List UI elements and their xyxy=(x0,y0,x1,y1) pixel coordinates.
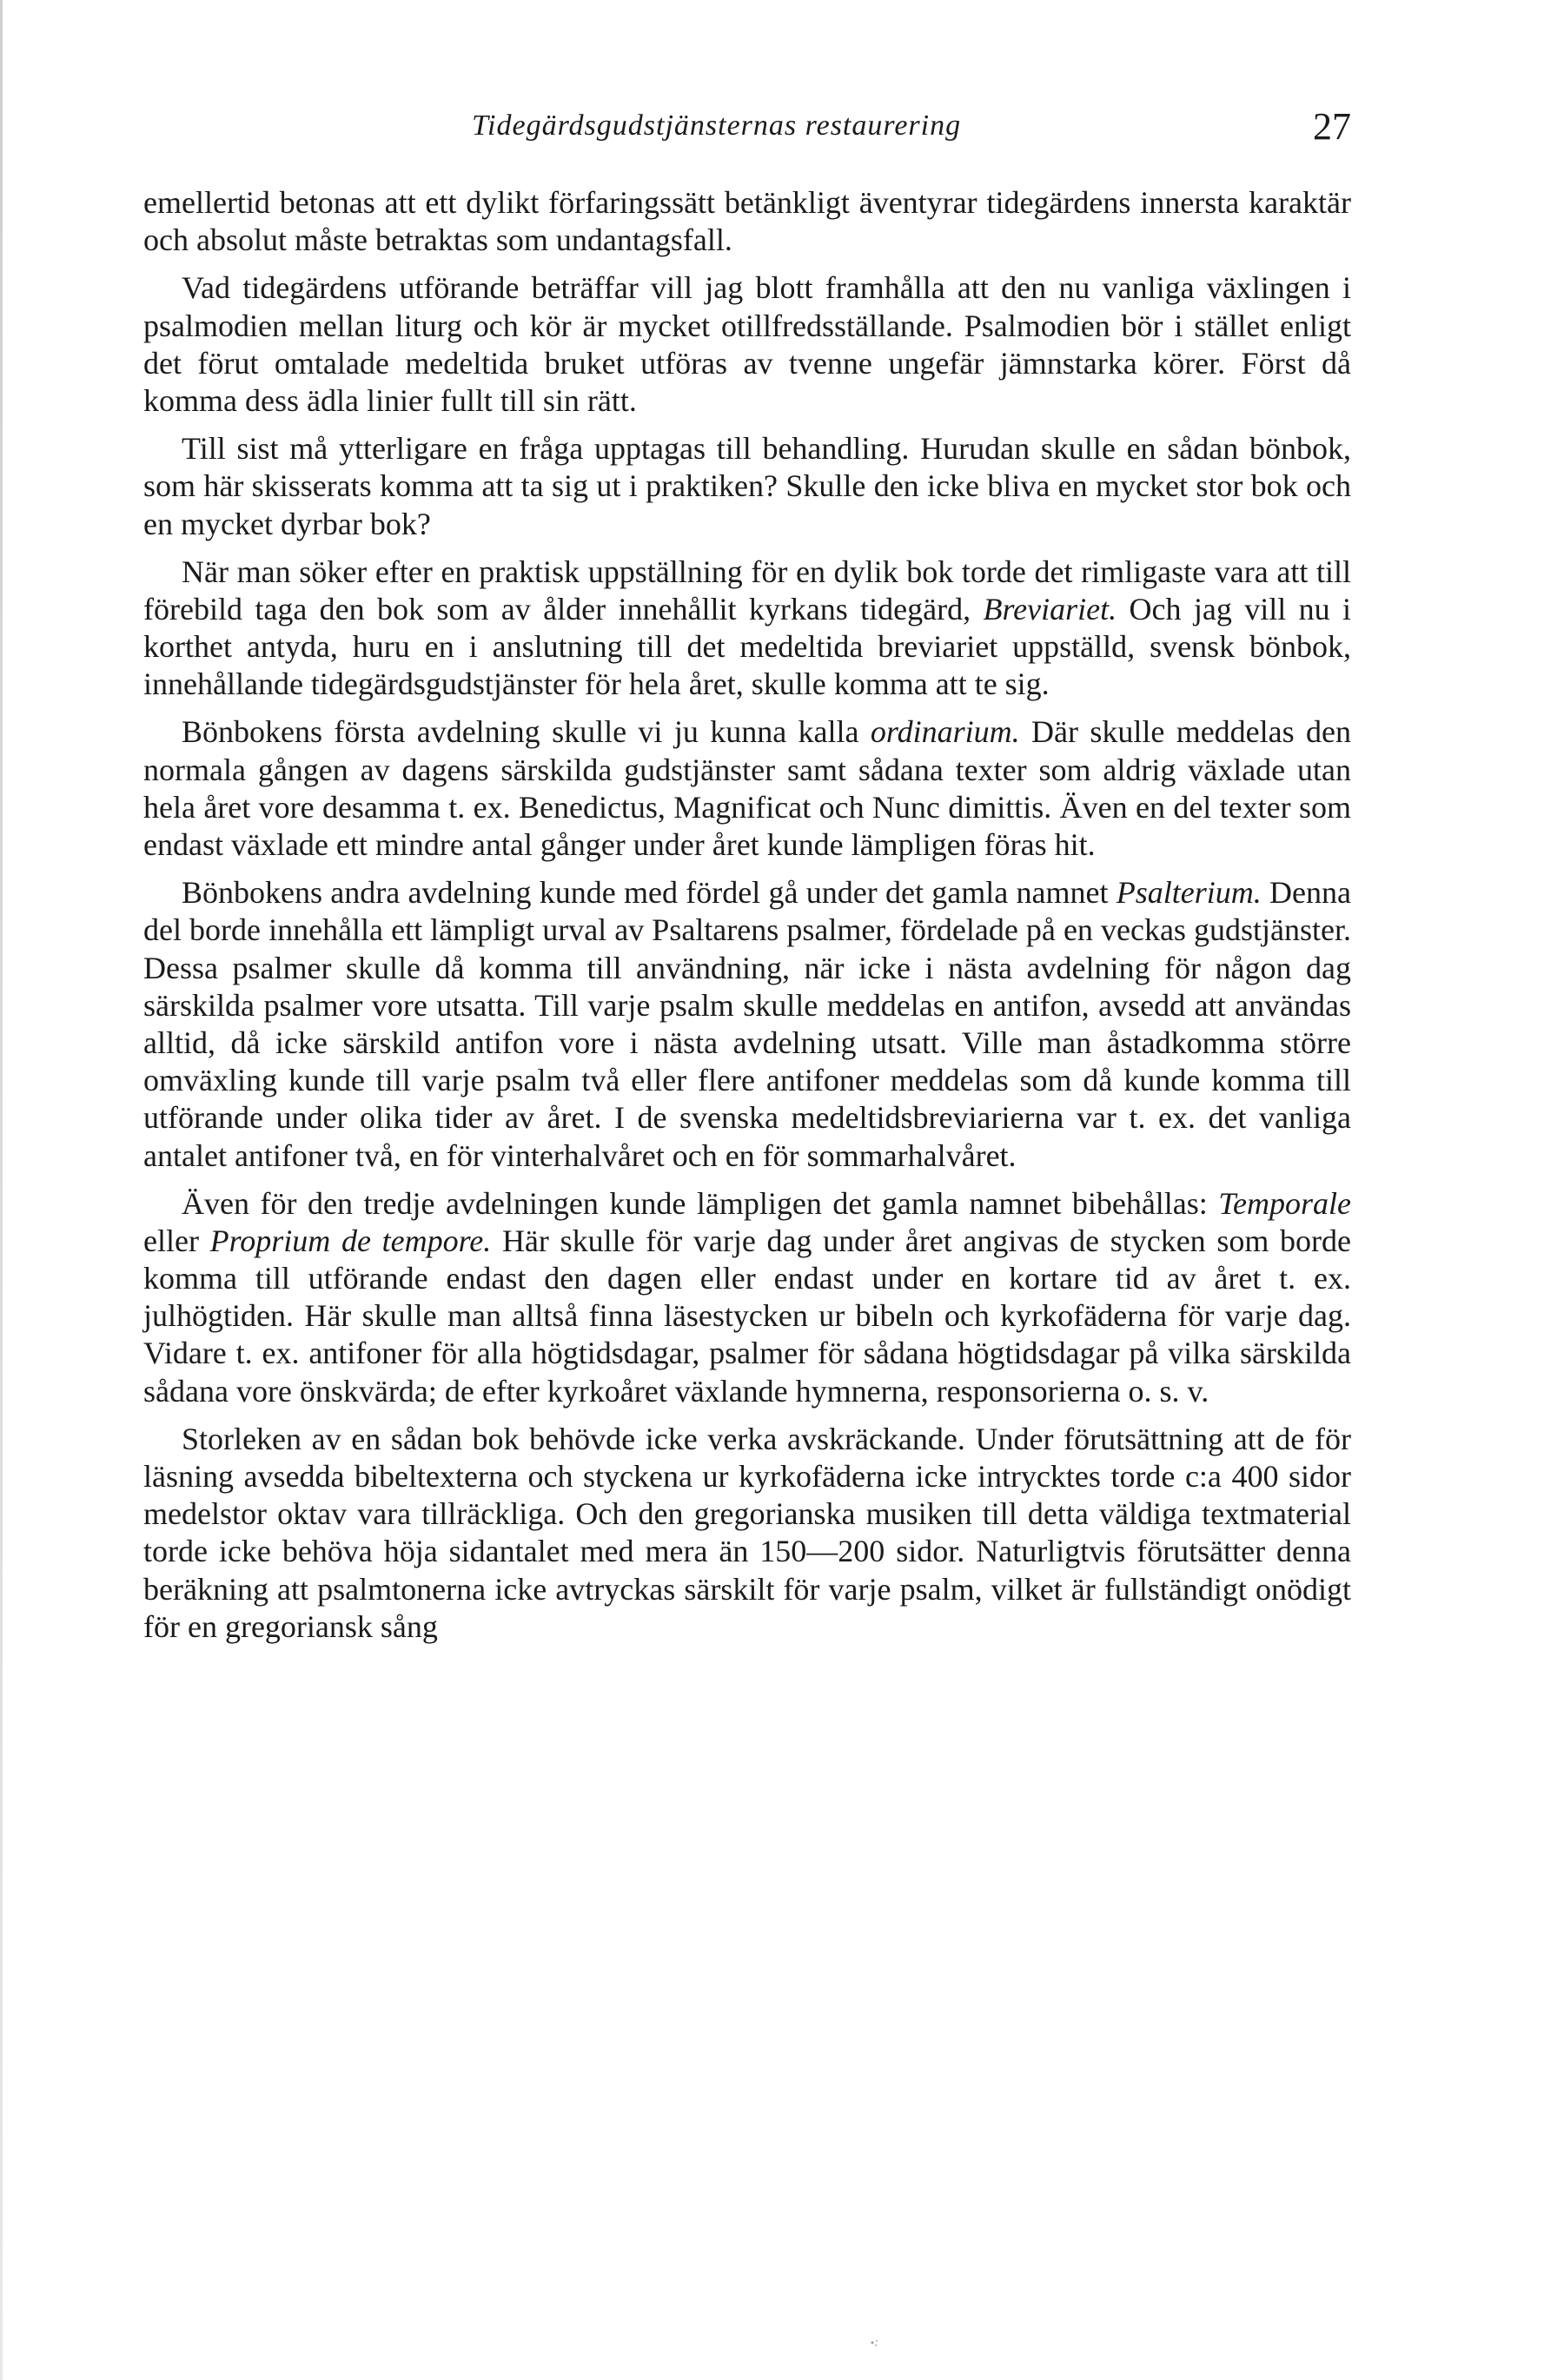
italic-term: ordinarium. xyxy=(870,714,1020,750)
page-number: 27 xyxy=(1313,105,1351,148)
italic-term: Proprium de tempore. xyxy=(209,1223,492,1258)
paragraph-text: eller xyxy=(143,1223,210,1258)
paragraph xyxy=(143,1421,1351,1646)
paragraph-text: Bönbokens andra avdelning kunde med fördel gå under det gamla namnet xyxy=(182,875,1117,911)
paragraph-text: Där skulle meddelas den normala gången av dagens särskilda gudstjänster samt sådana texter som aldrig växlade utan hela året vore desamma t. ex. Benedictus, Magnificat och Nunc dimittis. Även en del texter som endast växlade ett mindre antal gånger under året kunde lämpligen föras hit. xyxy=(143,714,1351,862)
paragraph xyxy=(143,1185,1351,1410)
paragraph-text: Vad tidegärdens utförande beträffar vill jag blott framhålla att den nu vanliga växlingen i psalmodien mellan liturg och kör är mycket otillfredsställande. Psalmodien bör i stället enligt det förut omtalade medeltida bruket utföras av tvenne ungefär jämnstarka körer. Först då komma dess ädla linier fullt till sin rätt. xyxy=(143,270,1351,418)
paragraph xyxy=(143,430,1351,543)
paragraph-text: Storleken av en sådan bok behövde icke verka avskräckande. Under förutsättning att de för läsning avsedda bibeltexterna och styckena ur kyrkofäderna icke intrycktes torde c:a 400 sidor medelstor oktav vara tillräckliga. Och den gregorianska musiken till detta väldiga textmaterial torde icke behöva höja sidantalet med mera än 150—200 sidor. Naturligtvis förutsätter denna beräkning att psalmtonerna icke avtryckas särskilt för varje psalm, vilket är fullständigt onödigt för en gregoriansk sång xyxy=(143,1421,1351,1644)
paragraph-text: Även för den tredje avdelningen kunde lämpligen det gamla namnet bibehållas: xyxy=(182,1185,1219,1221)
paragraph-text: emellertid betonas att ett dylikt förfaringssätt betänkligt äventyrar tidegärdens innersta karaktär och absolut måste betraktas som undantagsfall. xyxy=(143,185,1351,258)
italic-term: Temporale xyxy=(1218,1185,1351,1221)
ink-speck-icon xyxy=(869,2337,881,2348)
paragraph xyxy=(143,184,1351,259)
body-text xyxy=(143,184,1351,1656)
paragraph-text: Till sist må ytterligare en fråga upptagas till behandling. Hurudan skulle en sådan bönbok, som här skisserats komma att ta sig ut i praktiken? Skulle den icke bliva en mycket stor bok och en mycket dyrbar bok? xyxy=(143,431,1351,541)
paragraph-text: Och jag vill nu i korthet antyda, huru en i anslutning till det medeltida breviariet uppställd, svensk bönbok, innehållande tidegärdsgudstjänster för hela året, skulle komma att te sig. xyxy=(143,591,1351,702)
page-header xyxy=(143,105,1351,162)
paragraph xyxy=(143,713,1351,864)
italic-term: Breviariet. xyxy=(983,591,1117,626)
paragraph-text: Bönbokens första avdelning skulle vi ju kunna kalla xyxy=(182,714,871,750)
running-title: Tidegärdsgudstjänsternas restaurering xyxy=(472,109,962,142)
italic-term: Psalterium. xyxy=(1116,875,1262,911)
paragraph xyxy=(143,874,1351,1175)
paragraph xyxy=(143,269,1351,420)
paragraph xyxy=(143,554,1351,704)
paragraph-text: Denna del borde innehålla ett lämpligt urval av Psaltarens psalmer, fördelade på en veckas gudstjänster. Dessa psalmer skulle då komma till användning, när icke i nästa avdelning för någon dag särskilda psalmer vore utsatta. Till varje psalm skulle meddelas en antifon, avsedd att användas alltid, då icke särskild antifon vore i nästa avdelning utsatt. Ville man åstadkomma större omväxling kunde till varje psalm två eller flere antifoner meddelas som då kunde komma till utförande under olika tider av året. I de svenska medeltidsbreviarierna var t. ex. det vanliga antalet antifoner två, en för vinterhalvåret och en för sommarhalvåret. xyxy=(143,875,1351,1173)
paragraph-text: Här skulle för varje dag under året angivas de stycken som borde komma till utförande endast den dagen eller endast under en kortare tid av året t. ex. julhögtiden. Här skulle man alltså finna läsestycken ur bibeln och kyrkofäderna för varje dag. Vidare t. ex. antifoner för alla högtidsdagar, psalmer för sådana högtidsdagar på vilka särskilda sådana vore önskvärda; de efter kyrkoåret växlande hymnerna, responsorierna o. s. v. xyxy=(143,1223,1351,1409)
scan-edge xyxy=(0,0,3,2380)
paragraph-text: När man söker efter en praktisk uppställning för en dylik bok torde det rimligaste vara att till förebild taga den bok som av ålder innehållit kyrkans tidegärd, xyxy=(143,554,1351,626)
